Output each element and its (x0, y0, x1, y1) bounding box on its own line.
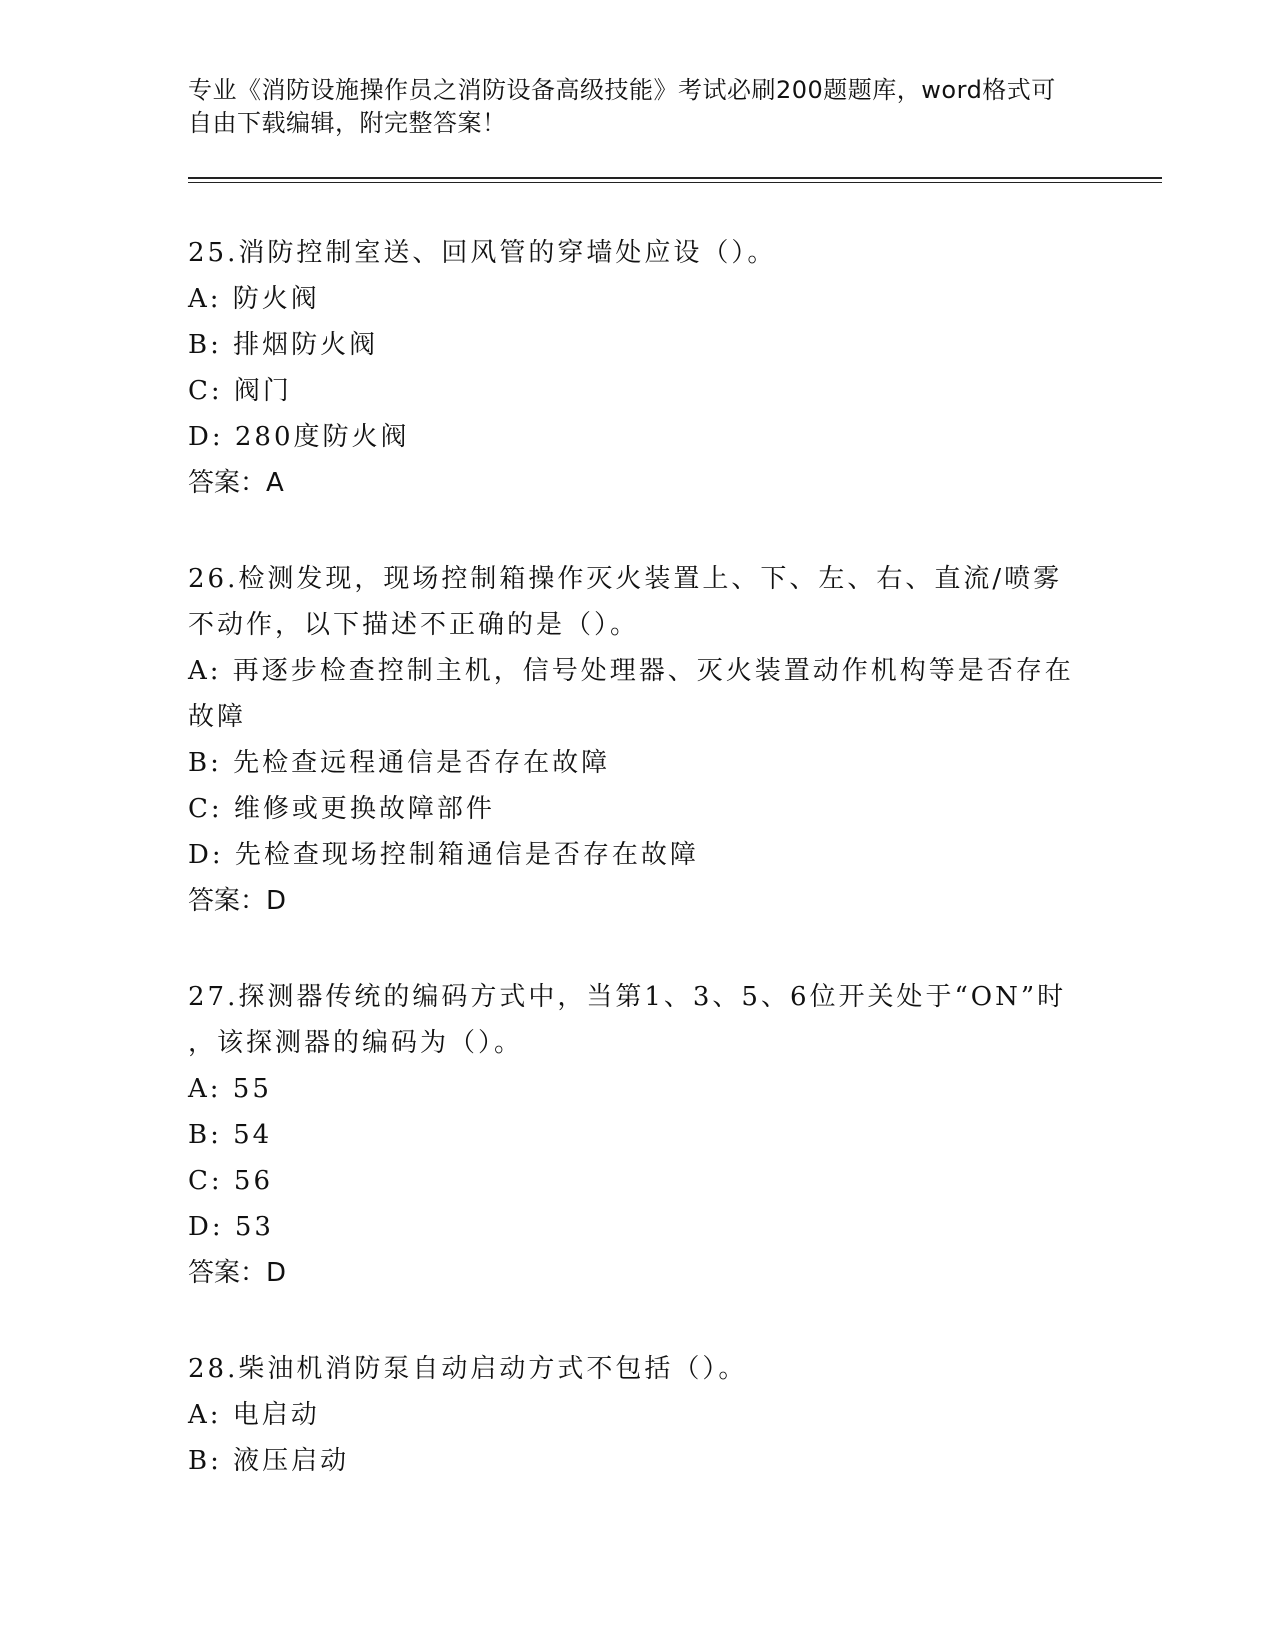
question-27-option-a: A: 55 (188, 1074, 272, 1104)
header-line-1: 专业《消防设施操作员之消防设备高级技能》考试必刷200题题库，word格式可 (188, 76, 1056, 104)
question-27-option-b: B: 54 (188, 1120, 273, 1150)
question-27-stem-line-2: ，该探测器的编码为（）。 (188, 1028, 524, 1058)
question-26-answer: 答案：D (188, 886, 287, 916)
question-25-stem: 25.消防控制室送、回风管的穿墙处应设（）。 (188, 238, 777, 268)
question-26-option-a-cont: 故障 (188, 702, 247, 732)
question-25-option-d: D: 280度防火阀 (188, 422, 410, 452)
header-rule-thick (188, 177, 1162, 179)
question-27-stem-line-1: 27.探测器传统的编码方式中，当第1、3、5、6位开关处于“ON”时 (188, 982, 1067, 1012)
question-26-option-b: B: 先检查远程通信是否存在故障 (188, 748, 611, 778)
question-25-option-c: C: 阀门 (188, 376, 292, 406)
question-26-option-c: C: 维修或更换故障部件 (188, 794, 495, 824)
question-27-option-c: C: 56 (188, 1166, 274, 1196)
header-line-2: 自由下载编辑，附完整答案！ (188, 109, 507, 137)
question-25-option-b: B: 排烟防火阀 (188, 330, 379, 360)
question-25-answer: 答案：A (188, 468, 284, 498)
question-27-option-d: D: 53 (188, 1212, 274, 1242)
question-28-stem: 28.柴油机消防泵自动启动方式不包括（）。 (188, 1354, 748, 1384)
question-26-stem-line-2: 不动作，以下描述不正确的是（）。 (188, 610, 640, 640)
question-28-option-b: B: 液压启动 (188, 1446, 350, 1476)
question-27-answer: 答案：D (188, 1258, 287, 1288)
question-26-stem-line-1: 26.检测发现，现场控制箱操作灭火装置上、下、左、右、直流/喷雾 (188, 564, 1063, 594)
header-rule-thin (188, 182, 1162, 183)
question-25-option-a: A: 防火阀 (188, 284, 320, 314)
question-28-option-a: A: 电启动 (188, 1400, 320, 1430)
question-26-option-a: A: 再逐步检查控制主机，信号处理器、灭火装置动作机构等是否存在 (188, 656, 1074, 686)
document-header (188, 74, 1088, 140)
question-26-option-d: D: 先检查现场控制箱通信是否存在故障 (188, 840, 699, 870)
